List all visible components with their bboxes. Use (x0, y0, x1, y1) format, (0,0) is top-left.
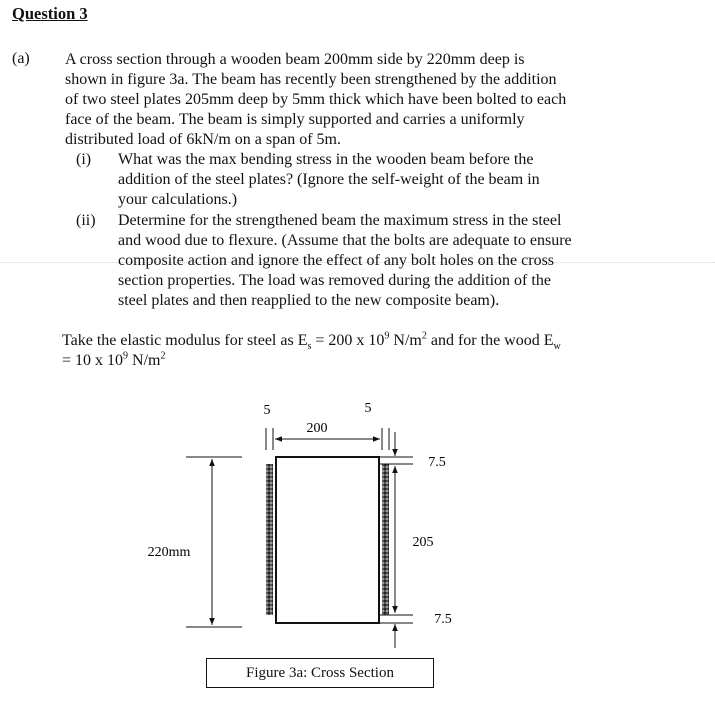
intro-line: of two steel plates 205mm deep by 5mm thick which have been bolted to each (65, 91, 567, 108)
steel-exponent: 9 (384, 330, 390, 342)
sub-question-2-number: (ii) (76, 212, 96, 229)
wood-modulus: = 10 x 10 (62, 352, 124, 369)
wood-unit: N/m (128, 352, 161, 369)
label-overall-depth: 220mm (147, 545, 191, 560)
label-width: 200 (306, 421, 328, 436)
intro-line: shown in figure 3a. The beam has recently been strengthened by the addition (65, 71, 557, 88)
sub-question-2-line: and wood due to flexure. (Assume that the bolts are adequate to ensure (118, 232, 572, 249)
intro-line: distributed load of 6kN/m on a span of 5m. (65, 131, 341, 148)
question-heading: Question 3 (12, 4, 88, 23)
wood-subscript: w (553, 341, 561, 353)
sub-question-1-line: your calculations.) (118, 191, 238, 208)
steel-unit: N/m (389, 332, 422, 349)
label-bottom-offset: 7.5 (434, 612, 452, 627)
moduli-prefix: Take the elastic modulus for steel as E (62, 332, 308, 349)
steel-subscript: s (307, 341, 312, 353)
steel-unit-square: 2 (421, 330, 427, 342)
sub-question-2-line: Determine for the strengthened beam the maximum stress in the steel (118, 212, 562, 229)
intro-line: face of the beam. The beam is simply supported and carries a uniformly (65, 111, 525, 128)
wood-section (276, 457, 379, 623)
label-plate-right: 5 (364, 401, 372, 416)
sub-question-2-line: steel plates and then reapplied to the new composite beam). (118, 292, 500, 309)
sub-question-1-line: addition of the steel plates? (Ignore the self-weight of the beam in (118, 171, 540, 188)
wood-exponent: 9 (123, 350, 129, 362)
intro-line: A cross section through a wooden beam 200mm side by 220mm deep is (65, 51, 525, 68)
wood-unit-square: 2 (160, 350, 166, 362)
label-top-offset: 7.5 (428, 455, 446, 470)
part-label: (a) (12, 50, 30, 67)
sub-question-1-number: (i) (76, 151, 92, 168)
steel-modulus: = 200 x 10 (311, 332, 385, 349)
figure-caption: Figure 3a: Cross Section (206, 658, 434, 688)
moduli-mid: and for the wood E (426, 332, 554, 349)
label-plate-left: 5 (263, 403, 271, 418)
sub-question-2-line: composite action and ignore the effect of any bolt holes on the cross (118, 252, 555, 269)
steel-plate-right (382, 464, 389, 615)
sub-question-2-line: section properties. The load was removed during the addition of the (118, 272, 551, 289)
label-plate-depth: 205 (412, 535, 434, 550)
steel-plate-left (266, 464, 273, 615)
sub-question-1-line: What was the max bending stress in the wooden beam before the (118, 151, 534, 168)
